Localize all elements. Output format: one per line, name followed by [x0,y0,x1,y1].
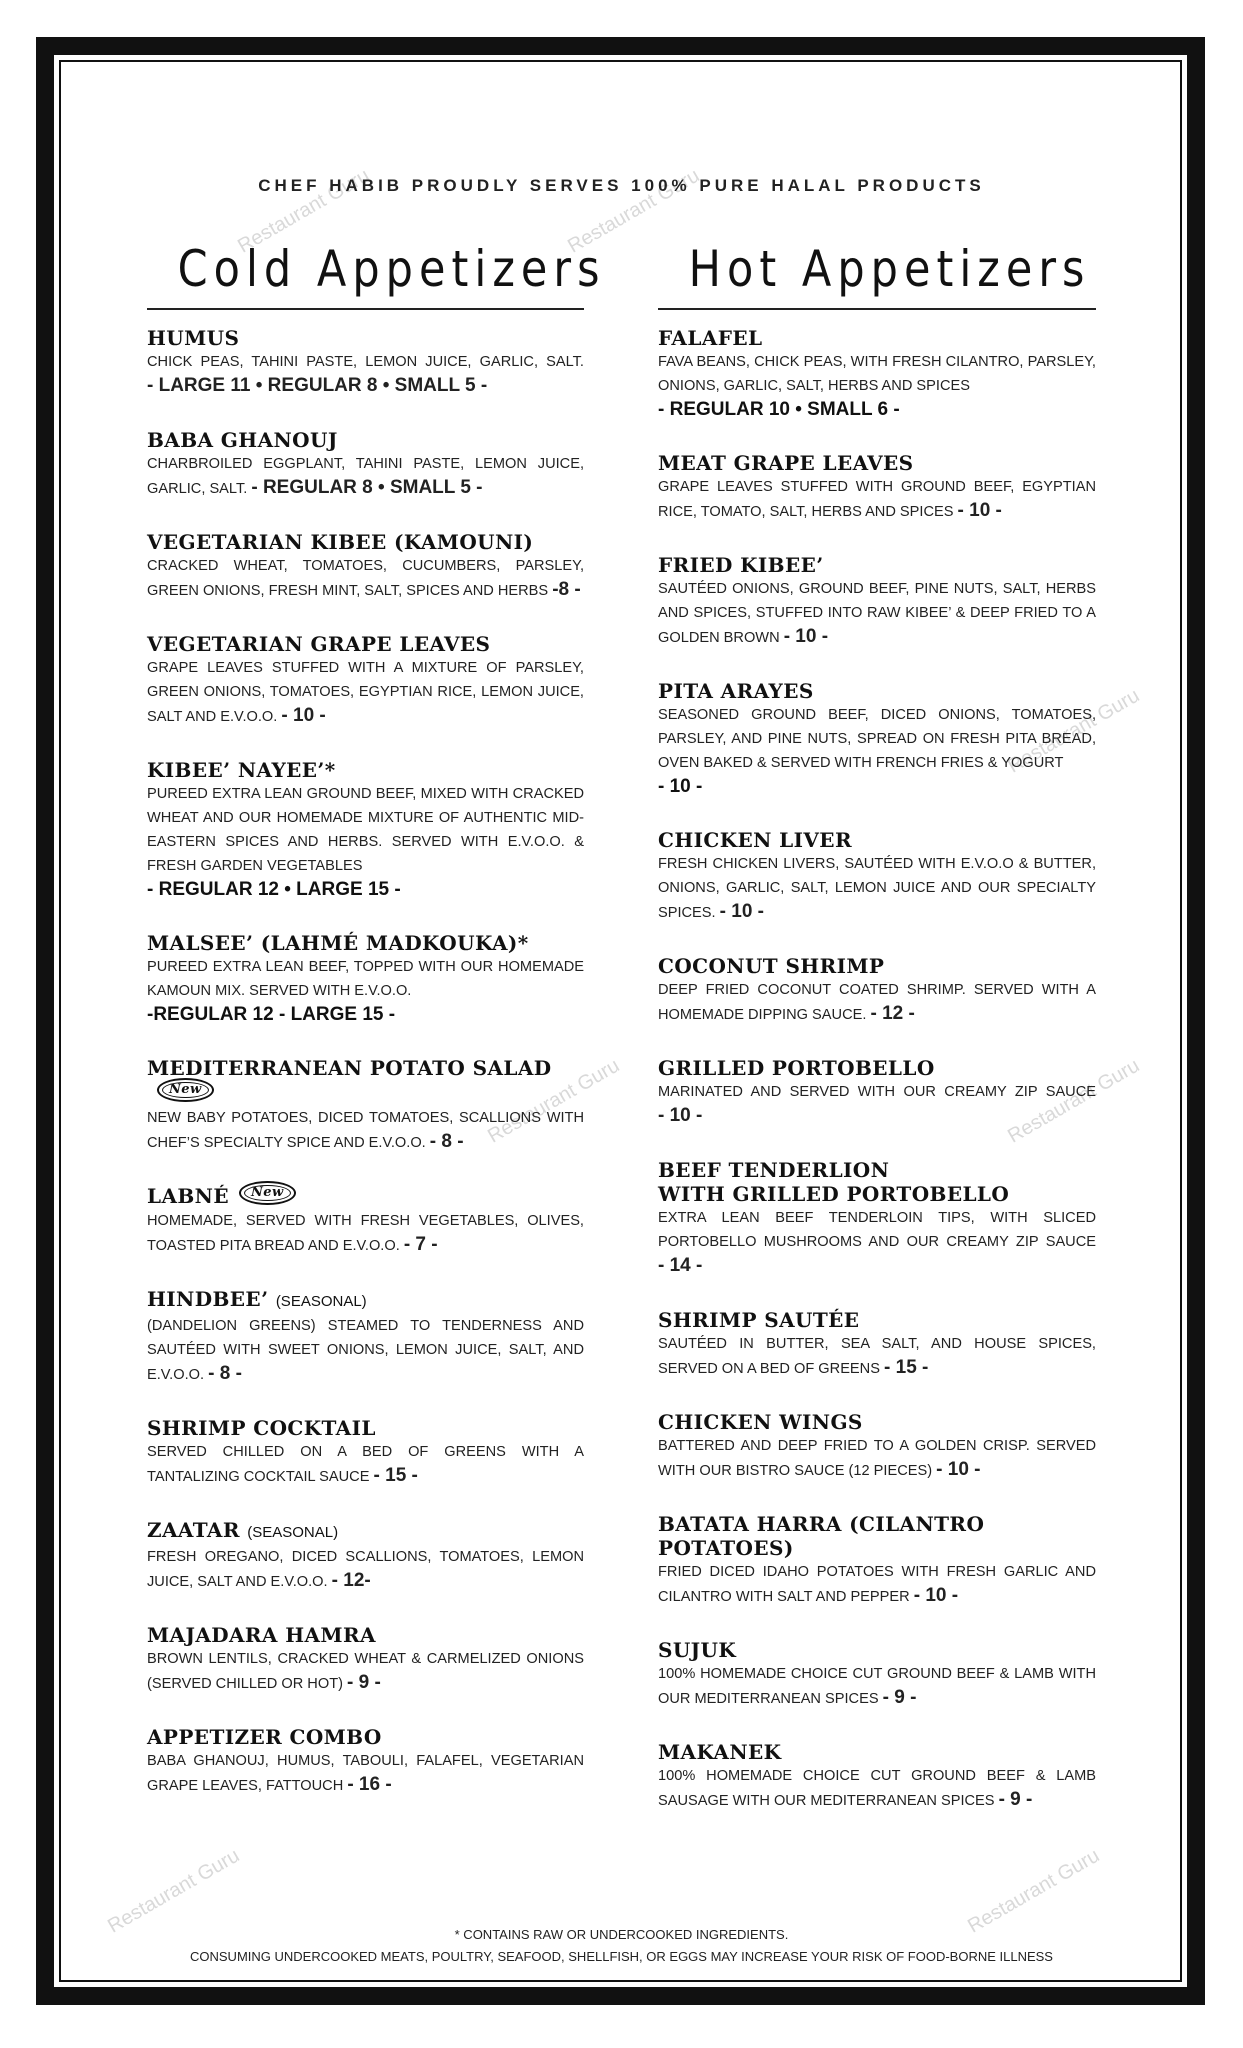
item-price: - 9 - [998,1789,1033,1810]
item-description [147,1440,584,1489]
section-divider [658,308,1096,310]
item-name: VEGETARIAN KIBEE (KAMOUNI) [147,530,534,554]
item-name-row [147,1623,584,1647]
description-text: GRAPE LEAVES STUFFED WITH A MIXTURE OF PARSLEY, GREEN ONIONS, TOMATOES, EGYPTIAN RICE, LEMON JUICE, SALT AND E.V.O.O. [147,660,584,725]
description-text: MARINATED AND SERVED WITH OUR CREAMY ZIP SAUCE [658,1084,1096,1100]
item-description [147,350,584,399]
item-price: - 10 - [658,776,703,797]
item-price: - 15 - [884,1357,929,1378]
menu-item [658,828,1096,925]
item-name: CHICKEN LIVER [658,828,852,852]
description-text: PUREED EXTRA LEAN GROUND BEEF, MIXED WITH CRACKED WHEAT AND OUR HOMEMADE MIXTURE OF AUTHENTIC MID-EASTERN SPICES AND HERBS. SERVED WITH E.V.O.O. & FRESH GARDEN VEGETABLES [147,786,584,874]
description-text: FRIED DICED IDAHO POTATOES WITH FRESH GARLIC AND CILANTRO WITH SALT AND PEPPER [658,1564,1096,1605]
item-name-row [147,758,584,782]
watermark: Restaurant Guru [234,164,374,258]
item-description [147,1647,584,1696]
menu-item [147,1287,584,1387]
menu-item [658,1158,1096,1279]
item-description [147,955,584,1003]
item-price: -REGULAR 12 - LARGE 15 - [147,1004,396,1025]
item-price: - 10 - [719,901,765,922]
item-price: - 7 - [403,1234,438,1255]
item-name: GRILLED PORTOBELLO [658,1056,935,1080]
watermark: Restaurant Guru [1004,684,1144,778]
description-text: SAUTÉED IN BUTTER, SEA SALT, AND HOUSE SPICES, SERVED ON A BED OF GREENS [658,1336,1096,1377]
item-description [147,782,584,878]
item-price: - 15 - [373,1465,418,1486]
item-description [658,703,1096,775]
item-name-row [658,553,1096,577]
item-name-row [658,828,1096,852]
menu-item [658,1056,1096,1129]
item-price: - 10 - [281,705,326,726]
item-price: -8 - [552,579,581,600]
item-name: COCONUT SHRIMP [658,954,885,978]
item-name: HINDBEE’ [147,1287,269,1311]
item-price: - REGULAR 10 • SMALL 6 - [658,399,900,420]
food-safety-warning: CONSUMING UNDERCOOKED MEATS, POULTRY, SEAFOOD, SHELLFISH, OR EGGS MAY INCREASE YOUR RISK OF FOOD-BORNE ILLNESS [190,1949,1053,1964]
cold-appetizers-title: Cold Appetizers [177,240,606,298]
footer-disclaimer [0,1924,1243,1968]
item-price: - REGULAR 8 • SMALL 5 - [251,477,483,498]
menu-item [147,1518,584,1594]
description-text: SERVED CHILLED ON A BED OF GREENS WITH A TANTALIZING COCKTAIL SAUCE [147,1444,584,1485]
menu-item [658,1512,1096,1609]
menu-item [147,1416,584,1489]
item-name: FRIED KIBEE’ [658,553,824,577]
item-name-row [147,1416,584,1440]
item-name: APPETIZER COMBO [147,1725,382,1749]
hot-appetizers-title: Hot Appetizers [688,240,1091,298]
item-price: - 9 - [347,1672,381,1693]
item-name: SHRIMP COCKTAIL [147,1416,376,1440]
description-text: FRESH OREGANO, DICED SCALLIONS, TOMATOES, LEMON JUICE, SALT AND E.V.O.O. [147,1549,584,1590]
item-name-row [147,1287,584,1314]
menu-item [658,954,1096,1027]
item-price: - LARGE 11 • REGULAR 8 • SMALL 5 - [147,375,488,396]
item-description [658,1434,1096,1483]
menu-item [147,1184,584,1259]
cold-appetizers-column [147,240,606,1827]
description-text: SAUTÉED ONIONS, GROUND BEEF, PINE NUTS, SALT, HERBS AND SPICES, STUFFED INTO RAW KIBEE’ & DEEP FRIED TO A GOLDEN BROWN [658,581,1096,646]
description-text: DEEP FRIED COCONUT COATED SHRIMP. SERVED WITH A HOMEMADE DIPPING SAUCE. [658,982,1096,1023]
description-text: BATTERED AND DEEP FRIED TO A GOLDEN CRISP. SERVED WITH OUR BISTRO SAUCE (12 PIECES) [658,1438,1096,1479]
watermark: Restaurant Guru [964,1844,1104,1938]
menu-item [147,428,584,501]
hot-appetizers-column [658,240,1096,1842]
item-name-row [658,1410,1096,1434]
item-name-row [147,1184,584,1210]
description-text: CHICK PEAS, TAHINI PASTE, LEMON JUICE, GARLIC, SALT. [147,354,584,370]
description-text: HOMEMADE, SERVED WITH FRESH VEGETABLES, OLIVES, TOASTED PITA BREAD AND E.V.O.O. [147,1213,584,1254]
item-name: PITA ARAYES [658,679,814,703]
item-description [658,350,1096,398]
description-text: SEASONED GROUND BEEF, DICED ONIONS, TOMATOES, PARSLEY, AND PINE NUTS, SPREAD ON FRESH PITA BREAD, OVEN BAKED & SERVED WITH FRENCH FRIES & YOGURT [658,707,1096,771]
item-description [147,452,584,501]
item-description [147,554,584,603]
item-description [658,1332,1096,1381]
item-name: KIBEE’ NAYEE’* [147,758,336,782]
new-badge: New [157,1078,214,1102]
item-name: MAKANEK [658,1740,782,1764]
item-description [658,1080,1096,1129]
item-name-row [147,1518,584,1545]
item-name-row [658,1158,1096,1182]
item-name: ZAATAR [147,1518,240,1542]
menu-item [658,1410,1096,1483]
item-price: - 12 - [870,1003,915,1024]
hot-item-list [658,326,1096,1813]
item-description [658,978,1096,1027]
item-price: - 14 - [658,1255,703,1276]
item-description [658,1560,1096,1609]
description-text: BABA GHANOUJ, HUMUS, TABOULI, FALAFEL, VEGETARIAN GRAPE LEAVES, FATTOUCH [147,1753,584,1794]
menu-item [658,326,1096,422]
item-name: BEEF TENDERLION [658,1158,890,1182]
item-name: FALAFEL [658,326,763,350]
item-name: BABA GHANOUJ [147,428,338,452]
watermark: Restaurant Guru [484,1054,624,1148]
item-name-continued: WITH GRILLED PORTOBELLO [658,1182,1010,1206]
item-name: LABNÉ [147,1183,230,1208]
item-name-row [147,632,584,656]
item-price: - 16 - [347,1774,392,1795]
item-price: - REGULAR 12 • LARGE 15 - [147,879,401,900]
description-text: 100% HOMEMADE CHOICE CUT GROUND BEEF & LAMB WITH OUR MEDITERRANEAN SPICES [658,1666,1096,1707]
description-text: GRAPE LEAVES STUFFED WITH GROUND BEEF, EGYPTIAN RICE, TOMATO, SALT, HERBS AND SPICES [658,479,1096,520]
watermark: Restaurant Guru [104,1844,244,1938]
menu-item [658,1308,1096,1381]
cold-item-list [147,326,584,1798]
item-name-row [147,530,584,554]
menu-item [147,632,584,729]
item-name: MALSEE’ (LAHMÉ MADKOUKA)* [147,931,529,955]
item-name-row [658,1740,1096,1764]
description-text: BROWN LENTILS, CRACKED WHEAT & CARMELIZED ONIONS (SERVED CHILLED OR HOT) [147,1651,584,1692]
item-name: SUJUK [658,1638,737,1662]
item-price: - 8 - [429,1130,464,1152]
item-description [658,475,1096,524]
description-text: CHARBROILED EGGPLANT, TAHINI PASTE, LEMON JUICE, GARLIC, SALT. [147,456,584,497]
menu-item [147,1623,584,1696]
item-description [147,1545,584,1594]
item-description [147,1106,584,1155]
menu-item [658,451,1096,524]
item-name-row [658,1638,1096,1662]
item-name-row [147,931,584,955]
item-name-row [147,1725,584,1749]
item-name: MEAT GRAPE LEAVES [658,451,914,475]
menu-item [658,553,1096,650]
menu-item [658,679,1096,799]
item-description [147,1209,584,1258]
menu-item [147,530,584,603]
description-text: EXTRA LEAN BEEF TENDERLOIN TIPS, WITH SLICED PORTOBELLO MUSHROOMS AND OUR CREAMY ZIP SAUCE [658,1210,1096,1250]
menu-item [658,1740,1096,1813]
item-description [147,1749,584,1798]
item-name-row [658,679,1096,703]
item-price: - 10 - [913,1585,959,1606]
item-description [658,852,1096,925]
menu-item [147,1725,584,1798]
item-name-row [658,326,1096,350]
item-name-row [147,1056,584,1106]
item-price: - 12- [331,1570,371,1591]
halal-tagline: CHEF HABIB PROUDLY SERVES 100% PURE HALAL PRODUCTS [258,176,985,195]
item-description [658,1662,1096,1711]
section-divider [147,308,584,310]
item-description [658,1206,1096,1279]
item-name: BATATA HARRA (CILANTRO POTATOES) [658,1512,985,1560]
item-description [147,656,584,729]
description-text: PUREED EXTRA LEAN BEEF, TOPPED WITH OUR HOMEMADE KAMOUN MIX. SERVED WITH E.V.O.O. [147,959,584,999]
description-text: (DANDELION GREENS) STEAMED TO TENDERNESS AND SAUTÉED WITH SWEET ONIONS, LEMON JUICE, SALT, AND E.V.O.O. [147,1318,584,1383]
item-name-row [658,1056,1096,1080]
item-name-row [147,326,584,350]
seasonal-note: (SEASONAL) [275,1293,367,1310]
raw-ingredients-note: * CONTAINS RAW OR UNDERCOOKED INGREDIENTS. [454,1927,789,1942]
description-text: NEW BABY POTATOES, DICED TOMATOES, SCALLIONS WITH CHEF’S SPECIALTY SPICE AND E.V.O.O. [147,1109,584,1151]
item-price: - 9 - [882,1687,917,1708]
item-description [658,1764,1096,1813]
menu-item [147,1056,584,1155]
description-text: 100% HOMEMADE CHOICE CUT GROUND BEEF & LAMB SAUSAGE WITH OUR MEDITERRANEAN SPICES [658,1768,1096,1809]
watermark: Restaurant Guru [1004,1054,1144,1148]
seasonal-note: (SEASONAL) [247,1524,339,1541]
menu-item [147,758,584,902]
item-name: SHRIMP SAUTÉE [658,1308,860,1332]
item-name-row [658,1308,1096,1332]
item-price: - 10 - [936,1459,981,1480]
item-price: - 8 - [208,1363,242,1384]
item-price: - 10 - [783,626,829,647]
item-description [658,577,1096,650]
item-name: CHICKEN WINGS [658,1410,863,1434]
item-description [147,1314,584,1387]
item-name-row [658,954,1096,978]
item-name: MEDITERRANEAN POTATO SALAD [147,1056,552,1080]
item-name: HUMUS [147,326,240,350]
item-name: VEGETARIAN GRAPE LEAVES [147,632,491,656]
watermark: Restaurant Guru [564,164,704,258]
menu-item [658,1638,1096,1711]
description-text: FRESH CHICKEN LIVERS, SAUTÉED WITH E.V.O.O & BUTTER, ONIONS, GARLIC, SALT, LEMON JUICE AND OUR SPECIALTY SPICES. [658,856,1096,921]
item-price: - 10 - [658,1105,703,1126]
item-name-row [147,428,584,452]
item-name-row [658,1512,1096,1560]
menu-item [147,326,584,399]
item-name-row [658,451,1096,475]
description-text: CRACKED WHEAT, TOMATOES, CUCUMBERS, PARSLEY, GREEN ONIONS, FRESH MINT, SALT, SPICES AND HERBS [147,558,584,599]
item-price: - 10 - [957,500,1002,521]
new-badge: New [239,1181,296,1205]
item-name: MAJADARA HAMRA [147,1623,376,1647]
description-text: FAVA BEANS, CHICK PEAS, WITH FRESH CILANTRO, PARSLEY, ONIONS, GARLIC, SALT, HERBS AND SPICES [658,354,1096,394]
menu-item [147,931,584,1027]
